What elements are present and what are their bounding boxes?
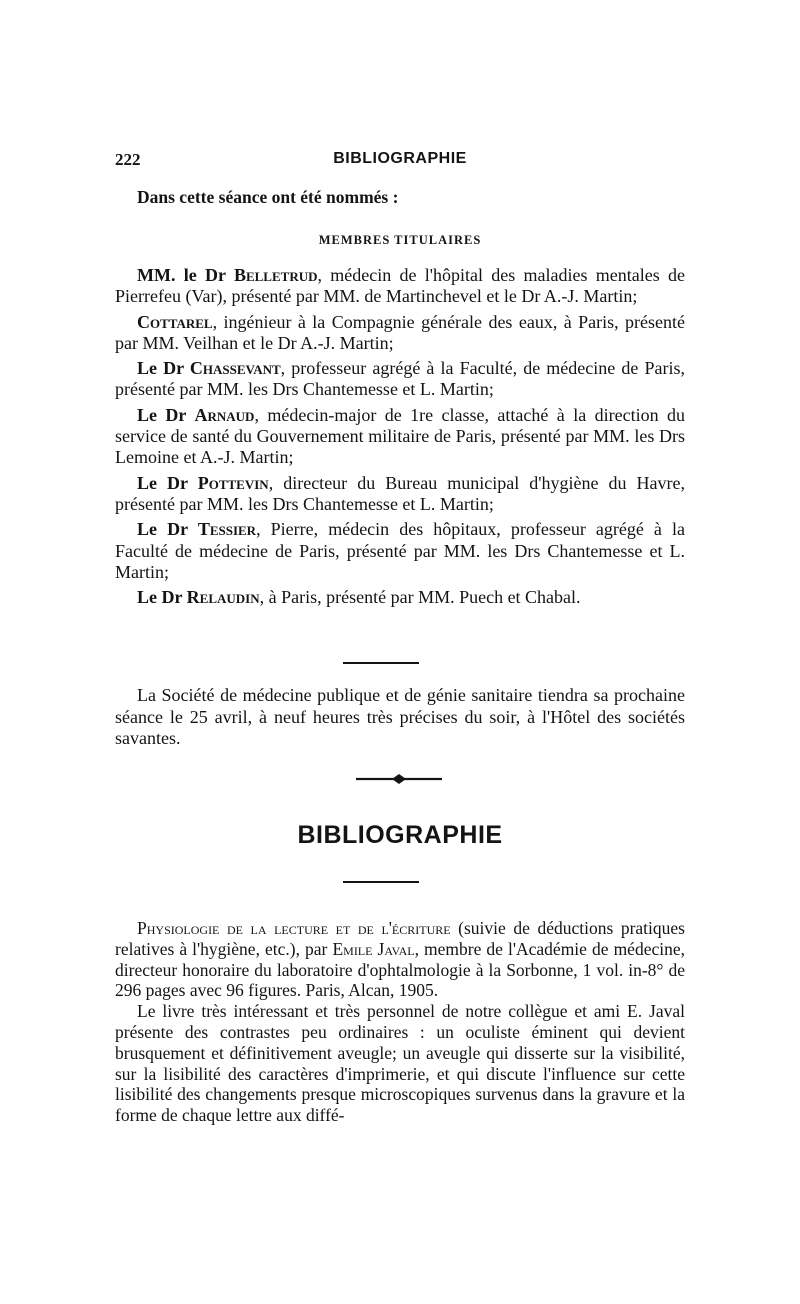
member-name: Belletrud <box>233 265 318 285</box>
member-name: Tessier <box>197 519 257 540</box>
member-details: , Pierre, médecin des hôpitaux, professeur agrégé à la Faculté de médecine de Paris, présenté par MM. les Drs Chantemesse et L. Martin; <box>115 519 685 582</box>
member-name: Pottevin <box>197 472 269 493</box>
book-review <box>115 918 685 1126</box>
members-heading: MEMBRES TITULAIRES <box>318 233 482 247</box>
member-entry <box>115 312 685 355</box>
section-divider <box>343 662 419 664</box>
meeting-announcement: La Société de médecine publique et de génie sanitaire tiendra sa prochaine séance le 25 avril, à neuf heures très précises du soir, à l'Hôtel des sociétés savantes. <box>115 685 685 748</box>
member-lead: Le Dr <box>137 404 195 425</box>
member-details: , à Paris, présenté par MM. Puech et Chabal. <box>259 587 581 608</box>
member-entry <box>115 358 685 401</box>
review-paragraph: Le livre très intéressant et très personnel de notre collègue et ami E. Javal présente des contrastes peu ordinaires : un oculiste éminent qui devient brusquement et définitivement aveugle; un aveugle qui disserte sur la visibilité, sur la lisibilité des caractères d'imprimerie, et qui discute l'influence sur cette lisibilité des changements presque microscopiques survenus dans la gravure et la forme de chaque lettre aux diffé- <box>115 1001 685 1126</box>
member-lead: MM. le Dr <box>137 265 234 285</box>
member-entry <box>115 265 685 308</box>
member-lead: Le Dr <box>137 587 187 608</box>
book-citation <box>115 918 685 1001</box>
book-title: Physiologie de la lecture et de l'écriture <box>137 918 451 938</box>
ornamental-divider <box>356 772 442 786</box>
intro-sentence: Dans cette séance ont été nommés : <box>137 187 399 207</box>
member-lead: Le Dr <box>137 358 190 379</box>
page-number: 222 <box>115 150 141 169</box>
title-underline <box>343 881 419 883</box>
member-entry <box>115 473 685 516</box>
member-name: Arnaud <box>194 404 255 425</box>
member-name: Cottarel <box>137 311 213 332</box>
member-entry <box>115 405 685 469</box>
member-details: , ingénieur à la Compagnie générale des eaux, à Paris, présenté par MM. Veilhan et le Dr A.-J. Martin; <box>115 311 685 353</box>
member-lead: Le Dr <box>137 519 198 540</box>
citation-details: , membre de l'Académie de médecine, directeur honoraire du laboratoire d'ophtalmologie à la Sorbonne, 1 vol. in-8° de 296 pages avec 96 figures. Paris, Alcan, 1905. <box>115 938 685 1001</box>
running-head <box>115 150 685 176</box>
member-entry <box>115 587 685 608</box>
member-lead: Le Dr <box>137 472 198 493</box>
running-title: BIBLIOGRAPHIE <box>333 150 467 167</box>
member-entry <box>115 519 685 583</box>
member-details: , directeur du Bureau municipal d'hygiène du Havre, présenté par MM. les Drs Chantemesse et L. Martin; <box>115 472 685 514</box>
member-details: , professeur agrégé à la Faculté, de médecine de Paris, présenté par MM. les Drs Chantemesse et L. Martin; <box>115 358 685 400</box>
member-name: Chassevant <box>189 358 281 379</box>
section-title: BIBLIOGRAPHIE <box>297 821 503 849</box>
members-list <box>115 265 685 612</box>
member-details: , médecin de l'hôpital des maladies mentales de Pierrefeu (Var), présenté par MM. de Martinchevel et le Dr A.-J. Martin; <box>115 265 685 307</box>
member-details: , médecin-major de 1re classe, attaché à la direction du service de santé du Gouvernement militaire de Paris, présenté par MM. les Drs Lemoine et A.-J. Martin; <box>115 404 685 468</box>
member-name: Relaudin <box>186 587 260 608</box>
citation-text: (suivie de déductions pratiques relatives à l'hygiène, etc.), par <box>115 918 685 959</box>
book-author: Emile Javal <box>332 938 415 959</box>
